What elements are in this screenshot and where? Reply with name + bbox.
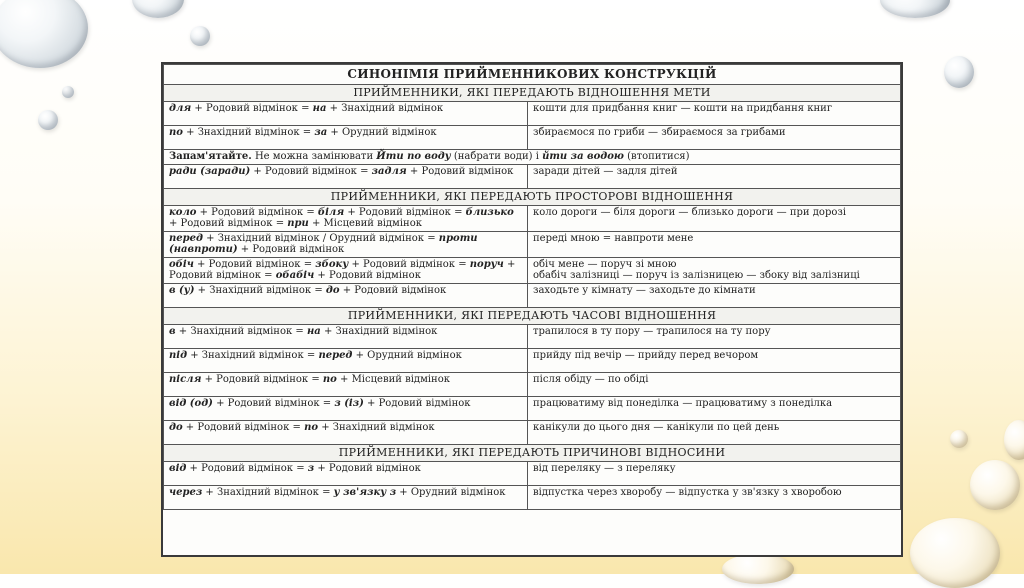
table-row (164, 205, 901, 231)
table-row (164, 102, 901, 126)
section-header-spatial: ПРИЙМЕННИКИ, ЯКІ ПЕРЕДАЮТЬ ПРОСТОРОВІ ВІДНОШЕННЯ (164, 188, 901, 205)
construction-cell: по + Знахідний відмінок = за + Орудний відмінок (164, 126, 528, 150)
example-cell: збираємося по гриби — збираємося за грибами (528, 126, 901, 150)
table-title: СИНОНІМІЯ ПРИЙМЕННИКОВИХ КОНСТРУКЦІЙ (164, 65, 901, 85)
construction-cell: коло + Родовий відмінок = біля + Родовий відмінок = близько + Родовий відмінок = при + Місцевий відмінок (164, 205, 528, 231)
synonymy-table (163, 64, 901, 510)
water-drop-decoration (910, 518, 1000, 588)
construction-cell: після + Родовий відмінок = по + Місцевий відмінок (164, 372, 528, 396)
construction-cell: від (од) + Родовий відмінок = з (із) + Родовий відмінок (164, 396, 528, 420)
water-drop-decoration (722, 554, 794, 584)
table-row (164, 420, 901, 444)
water-drop-decoration (190, 26, 210, 46)
table-row (164, 372, 901, 396)
example-cell (528, 257, 901, 283)
table-row (164, 231, 901, 257)
note-row (164, 150, 901, 165)
section-header-temporal: ПРИЙМЕННИКИ, ЯКІ ПЕРЕДАЮТЬ ЧАСОВІ ВІДНОШЕННЯ (164, 307, 901, 324)
construction-cell: ради (заради) + Родовий відмінок = задля + Родовий відмінок (164, 164, 528, 188)
example-cell: від переляку — з переляку (528, 461, 901, 485)
section-header-causal: ПРИЙМЕННИКИ, ЯКІ ПЕРЕДАЮТЬ ПРИЧИНОВІ ВІДНОСИНИ (164, 444, 901, 461)
table-row (164, 396, 901, 420)
section-header-purpose: ПРИЙМЕННИКИ, ЯКІ ПЕРЕДАЮТЬ ВІДНОШЕННЯ МЕТИ (164, 85, 901, 102)
water-drop-decoration (950, 430, 968, 448)
table-row (164, 348, 901, 372)
example-cell: переді мною = навпроти мене (528, 231, 901, 257)
water-drop-decoration (1004, 420, 1024, 460)
example-cell: працюватиму від понеділка — працюватиму з понеділка (528, 396, 901, 420)
example-cell: трапилося в ту пору — трапилося на ту пору (528, 324, 901, 348)
construction-cell: перед + Знахідний відмінок / Орудний відмінок = проти (навпроти) + Родовий відмінок (164, 231, 528, 257)
construction-cell: в + Знахідний відмінок = на + Знахідний відмінок (164, 324, 528, 348)
example-line: обабіч залізниці — поруч із залізницею — збоку від залізниці (533, 270, 860, 281)
example-cell: після обіду — по обіді (528, 372, 901, 396)
water-drop-decoration (944, 56, 974, 88)
construction-cell: під + Знахідний відмінок = перед + Орудний відмінок (164, 348, 528, 372)
construction-cell: від + Родовий відмінок = з + Родовий відмінок (164, 461, 528, 485)
construction-cell: для + Родовий відмінок = на + Знахідний відмінок (164, 102, 528, 126)
example-line: обіч мене — поруч зі мною (533, 258, 677, 270)
table-row (164, 324, 901, 348)
construction-cell: через + Знахідний відмінок = у зв'язку з + Орудний відмінок (164, 485, 528, 509)
table-row (164, 257, 901, 283)
example-cell: коло дороги — біля дороги — близько дороги — при дорозі (528, 205, 901, 231)
example-cell: заради дітей — задля дітей (528, 164, 901, 188)
table-row (164, 485, 901, 509)
preposition-synonymy-table (161, 62, 903, 557)
example-cell: заходьте у кімнату — заходьте до кімнати (528, 283, 901, 307)
note-cell: Запам'ятайте. Не можна замінювати Йти по воду (набрати води) і йти за водою (втопитися) (164, 150, 901, 165)
table-row (164, 461, 901, 485)
construction-cell: в (у) + Знахідний відмінок = до + Родовий відмінок (164, 283, 528, 307)
construction-cell: обіч + Родовий відмінок = збоку + Родовий відмінок = поруч + Родовий відмінок = обабіч + Родовий відмінок (164, 257, 528, 283)
water-drop-decoration (970, 460, 1020, 510)
water-drop-decoration (62, 86, 74, 98)
construction-cell: до + Родовий відмінок = по + Знахідний відмінок (164, 420, 528, 444)
example-cell: прийду під вечір — прийду перед вечором (528, 348, 901, 372)
water-drop-decoration (132, 0, 184, 18)
water-drop-decoration (0, 0, 88, 68)
table-row (164, 283, 901, 307)
example-cell: відпустка через хворобу — відпустка у зв'язку з хворобою (528, 485, 901, 509)
example-cell: канікули до цього дня — канікули по цей день (528, 420, 901, 444)
example-cell: кошти для придбання книг — кошти на придбання книг (528, 102, 901, 126)
water-drop-decoration (38, 110, 58, 130)
table-row (164, 126, 901, 150)
water-drop-decoration (880, 0, 950, 18)
table-row (164, 164, 901, 188)
